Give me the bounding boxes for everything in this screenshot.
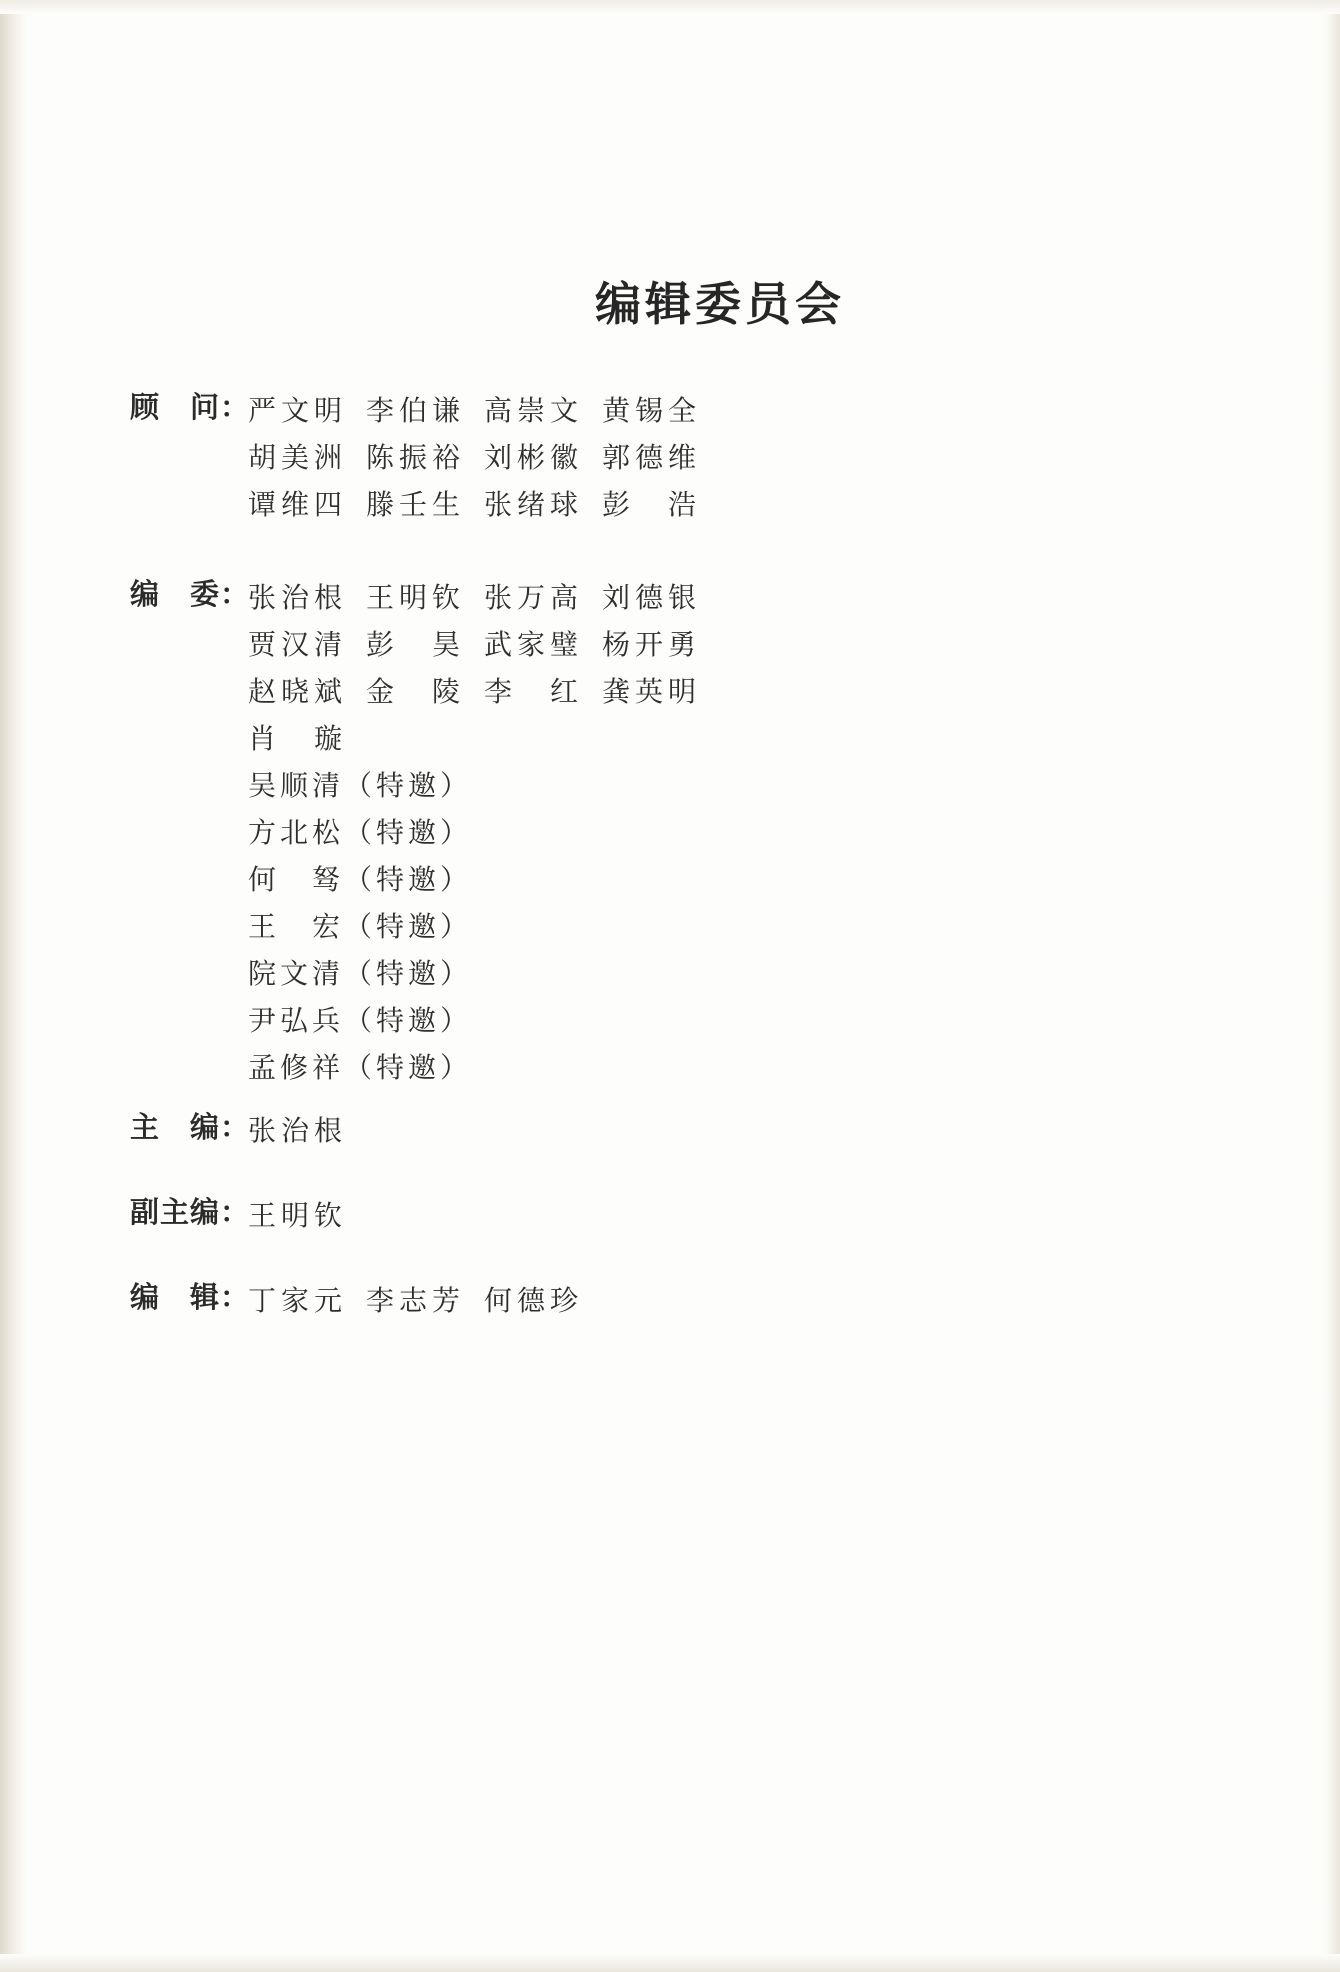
table-row: [248, 572, 830, 619]
table-row: [248, 760, 830, 807]
table-row: [248, 1275, 830, 1322]
advisor-name: 黄锡全: [602, 393, 702, 427]
board-member-name: 赵晓斌: [248, 674, 348, 708]
editorial-board-label: 编 委：: [130, 577, 251, 611]
editors-label: 编 辑：: [130, 1280, 251, 1314]
advisor-name: 高崇文: [484, 393, 584, 427]
board-member-name: 龚英明: [602, 674, 702, 708]
advisor-name: 陈振裕: [366, 440, 466, 474]
deputy-editor-name: 王明钦: [248, 1198, 348, 1232]
page-title-text: 编辑委员会: [595, 277, 845, 331]
deputy-editor-section: [130, 1190, 830, 1237]
table-row: [248, 713, 830, 760]
advisors-label: 顾 问：: [130, 390, 251, 424]
advisor-name: 彭 浩: [602, 487, 702, 521]
deputy-editor-names: [248, 1190, 830, 1237]
special-invited-member: 院文清（特邀）: [248, 956, 473, 990]
board-member-name: 张万高: [484, 580, 584, 614]
table-row: [248, 385, 830, 432]
table-row: [248, 807, 830, 854]
advisors-names: [248, 385, 830, 526]
table-row: [248, 995, 830, 1042]
special-invited-member: 孟修祥（特邀）: [248, 1050, 473, 1084]
advisors-section: [130, 385, 830, 526]
editorial-board-section: [130, 572, 830, 1089]
advisor-name: 刘彬徽: [484, 440, 584, 474]
advisor-name: 李伯谦: [366, 393, 466, 427]
special-invited-member: 吴顺清（特邀）: [248, 768, 473, 802]
board-member-name: 肖 璇: [248, 721, 348, 755]
table-row: [248, 854, 830, 901]
advisor-name: 张绪球: [484, 487, 584, 521]
advisor-name: 谭维四: [248, 487, 348, 521]
board-member-name: 王明钦: [366, 580, 466, 614]
table-row: [248, 948, 830, 995]
editor-in-chief-section: [130, 1105, 830, 1152]
table-row: [248, 901, 830, 948]
table-row: [248, 1105, 830, 1152]
special-invited-member: 何 驽（特邀）: [248, 862, 473, 896]
board-member-name: 武家璧: [484, 627, 584, 661]
deputy-editor-label: 副主编：: [130, 1195, 251, 1229]
advisor-name: 胡美洲: [248, 440, 348, 474]
editorial-board-names: [248, 572, 830, 1089]
table-row: [248, 432, 830, 479]
board-member-name: 杨开勇: [602, 627, 702, 661]
editor-name: 丁家元: [248, 1283, 348, 1317]
page-title: [0, 268, 1340, 334]
board-member-name: 彭 昊: [366, 627, 466, 661]
editors-section: [130, 1275, 830, 1322]
board-member-name: 金 陵: [366, 674, 466, 708]
editor-name: 何德珍: [484, 1283, 584, 1317]
table-row: [248, 619, 830, 666]
board-member-name: 李 红: [484, 674, 584, 708]
advisor-name: 郭德维: [602, 440, 702, 474]
special-invited-member: 方北松（特邀）: [248, 815, 473, 849]
editor-in-chief-names: [248, 1105, 830, 1152]
table-row: [248, 479, 830, 526]
board-member-name: 张治根: [248, 580, 348, 614]
table-row: [248, 666, 830, 713]
board-member-name: 刘德银: [602, 580, 702, 614]
board-member-name: 贾汉清: [248, 627, 348, 661]
advisor-name: 滕壬生: [366, 487, 466, 521]
advisor-name: 严文明: [248, 393, 348, 427]
editor-in-chief-label: 主 编：: [130, 1110, 251, 1144]
special-invited-member: 王 宏（特邀）: [248, 909, 473, 943]
table-row: [248, 1042, 830, 1089]
special-invited-member: 尹弘兵（特邀）: [248, 1003, 473, 1037]
editors-names: [248, 1275, 830, 1322]
editor-in-chief-name: 张治根: [248, 1113, 348, 1147]
editor-name: 李志芳: [366, 1283, 466, 1317]
table-row: [248, 1190, 830, 1237]
